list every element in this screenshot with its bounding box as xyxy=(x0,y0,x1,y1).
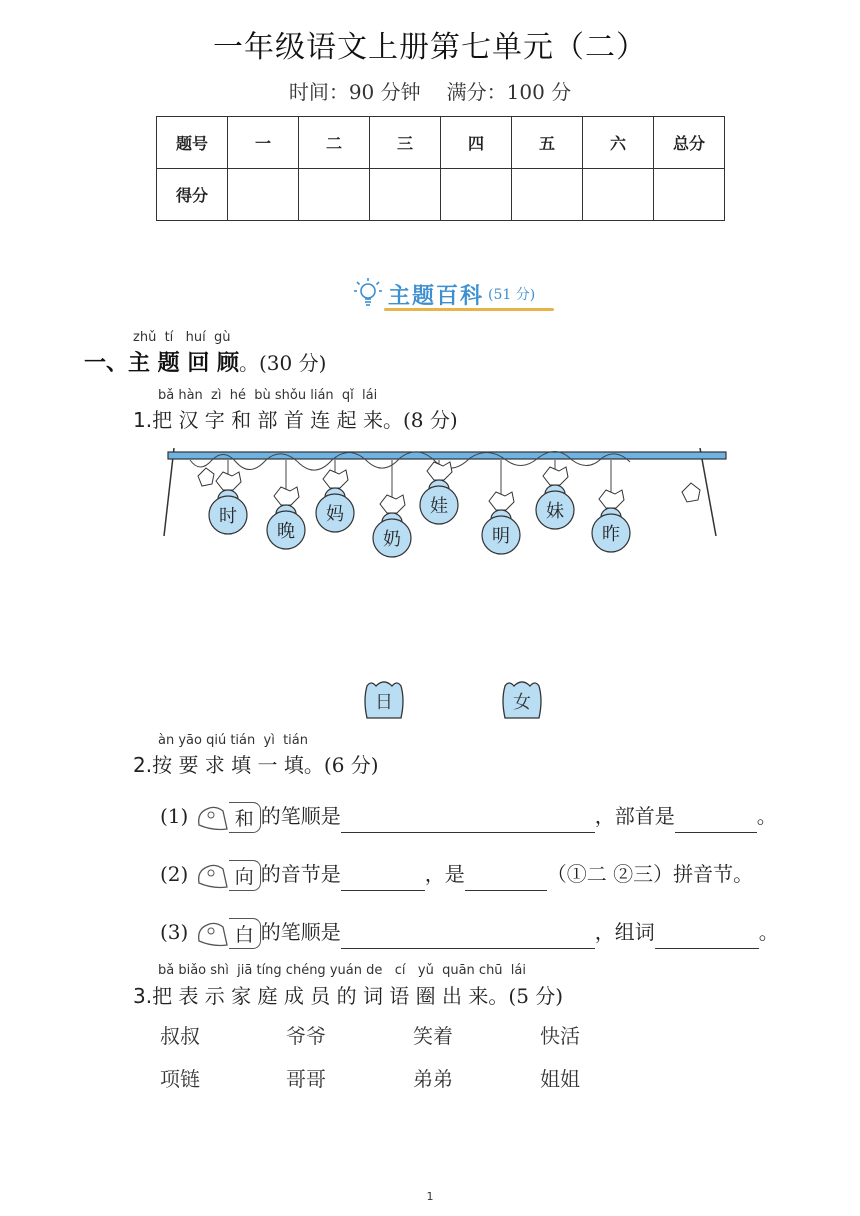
q3-number: 3. xyxy=(133,984,153,1008)
word-option[interactable]: 快活 xyxy=(540,1024,580,1048)
item-label: (1) xyxy=(160,804,189,828)
leaf-icon xyxy=(427,462,452,480)
score-cell[interactable] xyxy=(299,169,370,221)
header-cell: 二 xyxy=(299,117,370,169)
header-cell: 题号 xyxy=(157,117,228,169)
item-text-b: ，部首是 xyxy=(594,804,675,828)
word-option[interactable]: 哥哥 xyxy=(286,1067,326,1091)
answer-blank[interactable] xyxy=(341,868,425,891)
q1-pinyin: bǎ hàn zì hé bù shǒu lián qǐ lái xyxy=(158,388,378,403)
card-char: 向 xyxy=(229,860,261,891)
q2-points: 。(6 分) xyxy=(303,753,379,777)
gourd-3[interactable] xyxy=(316,460,354,532)
mouse-icon xyxy=(195,861,229,891)
score-cell[interactable] xyxy=(583,169,654,221)
leaf-icon xyxy=(599,490,624,508)
item-choices: （①二 ②三）拼音节。 xyxy=(546,862,754,886)
header-cell: 一 xyxy=(228,117,299,169)
answer-blank[interactable] xyxy=(341,810,595,833)
char-card xyxy=(195,802,261,833)
answer-blank[interactable] xyxy=(655,926,759,949)
header-cell: 三 xyxy=(370,117,441,169)
item-text-a: 的音节是 xyxy=(260,862,341,886)
exam-meta xyxy=(0,76,860,105)
leaf-icon xyxy=(380,495,405,513)
item-text-b: ，组词 xyxy=(594,920,655,944)
q2-number: 2. xyxy=(133,753,153,777)
gourd-char: 晚 xyxy=(277,521,295,542)
banner-title: 主题百科 xyxy=(388,283,485,309)
score-table xyxy=(156,116,725,221)
gourd-6[interactable] xyxy=(482,460,520,554)
q3-pinyin: bǎ biǎo shì jiā tíng chéng yuán de cí yǔ quān chū lái xyxy=(158,963,526,978)
radical-badge-nv[interactable] xyxy=(499,680,545,720)
gourd-5[interactable] xyxy=(420,460,458,524)
item-text-b: ，是 xyxy=(424,862,465,886)
q2-item-3 xyxy=(160,916,779,949)
gourd-8[interactable] xyxy=(592,460,630,552)
leaf-icon xyxy=(323,470,348,488)
time-limit: 时间：90 分钟 xyxy=(288,80,421,104)
gourd-char: 娃 xyxy=(430,496,448,517)
score-cell[interactable] xyxy=(441,169,512,221)
score-cell[interactable] xyxy=(654,169,725,221)
q3-prompt xyxy=(133,980,563,1009)
answer-blank[interactable] xyxy=(675,810,757,833)
gourd-char: 奶 xyxy=(383,529,401,550)
word-option[interactable]: 姐姐 xyxy=(540,1067,580,1091)
leaf-icon xyxy=(198,468,214,486)
gourd-group xyxy=(209,460,630,557)
gourd-vine-illustration xyxy=(160,440,730,560)
page-title: 一年级语文上册第七单元（二） xyxy=(213,30,647,65)
header-cell: 五 xyxy=(512,117,583,169)
item-end: 。 xyxy=(756,804,777,828)
radical-label: 日 xyxy=(375,692,393,713)
section1-heading xyxy=(84,346,326,377)
section1-title: 一、主 题 回 顾 xyxy=(84,351,239,376)
word-option[interactable]: 弟弟 xyxy=(413,1067,453,1091)
item-end: 。 xyxy=(758,920,779,944)
leaf-icon xyxy=(682,483,700,502)
lightbulb-icon xyxy=(354,277,382,311)
gourd-char: 明 xyxy=(492,526,510,547)
word-option[interactable]: 爷爷 xyxy=(286,1024,326,1048)
banner-underline xyxy=(384,308,554,311)
answer-blank[interactable] xyxy=(465,868,547,891)
q2-text: 按 要 求 填 一 填 xyxy=(152,753,304,777)
answer-blank[interactable] xyxy=(341,926,595,949)
card-char: 白 xyxy=(229,918,261,949)
gourd-2[interactable] xyxy=(267,460,305,549)
header-cell: 四 xyxy=(441,117,512,169)
q2-prompt xyxy=(133,749,379,778)
section1-points: 。(30 分) xyxy=(238,351,327,375)
full-score: 满分：100 分 xyxy=(446,80,572,104)
banner-points: (51 分) xyxy=(488,287,536,303)
gourd-char: 时 xyxy=(219,506,237,527)
q1-number: 1. xyxy=(133,408,153,432)
radical-badge-ri[interactable] xyxy=(361,680,407,720)
item-label: (2) xyxy=(160,862,189,886)
leaf-icon xyxy=(274,487,299,505)
gourd-4[interactable] xyxy=(373,460,411,557)
q1-points: 。(8 分) xyxy=(382,408,458,432)
score-cell[interactable] xyxy=(228,169,299,221)
card-char: 和 xyxy=(229,802,261,833)
score-label-cell: 得分 xyxy=(157,169,228,221)
leaf-icon xyxy=(489,492,514,510)
gourd-char: 妈 xyxy=(326,504,344,525)
char-card xyxy=(195,860,261,891)
gourd-char: 妹 xyxy=(546,501,564,522)
char-card xyxy=(195,918,261,949)
q1-text: 把 汉 字 和 部 首 连 起 来 xyxy=(152,408,383,432)
vine-bar xyxy=(168,452,726,459)
q2-item-1 xyxy=(160,800,777,833)
mouse-icon xyxy=(195,919,229,949)
section1-pinyin: zhǔ tí huí gù xyxy=(133,330,231,345)
word-option[interactable]: 项链 xyxy=(160,1067,200,1091)
q3-text: 把 表 示 家 庭 成 员 的 词 语 圈 出 来 xyxy=(152,984,489,1008)
left-pole xyxy=(164,448,174,536)
item-text-a: 的笔顺是 xyxy=(260,920,341,944)
item-text-a: 的笔顺是 xyxy=(260,804,341,828)
page-number: 1 xyxy=(426,1190,434,1203)
gourd-7[interactable] xyxy=(536,460,574,529)
q2-pinyin: àn yāo qiú tián yì tián xyxy=(158,733,308,748)
leaf-icon xyxy=(543,467,568,485)
header-cell: 总分 xyxy=(654,117,725,169)
score-table-score-row xyxy=(157,169,725,221)
q2-item-2 xyxy=(160,858,753,891)
gourd-1[interactable] xyxy=(209,460,247,534)
score-table-header-row xyxy=(157,117,725,169)
right-pole xyxy=(700,448,716,536)
header-cell: 六 xyxy=(583,117,654,169)
word-option[interactable]: 笑着 xyxy=(413,1024,453,1048)
leaf-icon xyxy=(216,472,241,490)
score-cell[interactable] xyxy=(370,169,441,221)
radical-label: 女 xyxy=(513,692,531,713)
q1-prompt xyxy=(133,404,458,433)
score-cell[interactable] xyxy=(512,169,583,221)
mouse-icon xyxy=(195,803,229,833)
gourd-char: 昨 xyxy=(602,524,620,545)
item-label: (3) xyxy=(160,920,189,944)
word-option[interactable]: 叔叔 xyxy=(160,1024,200,1048)
section-banner xyxy=(354,276,535,312)
q3-points: 。(5 分) xyxy=(488,984,564,1008)
